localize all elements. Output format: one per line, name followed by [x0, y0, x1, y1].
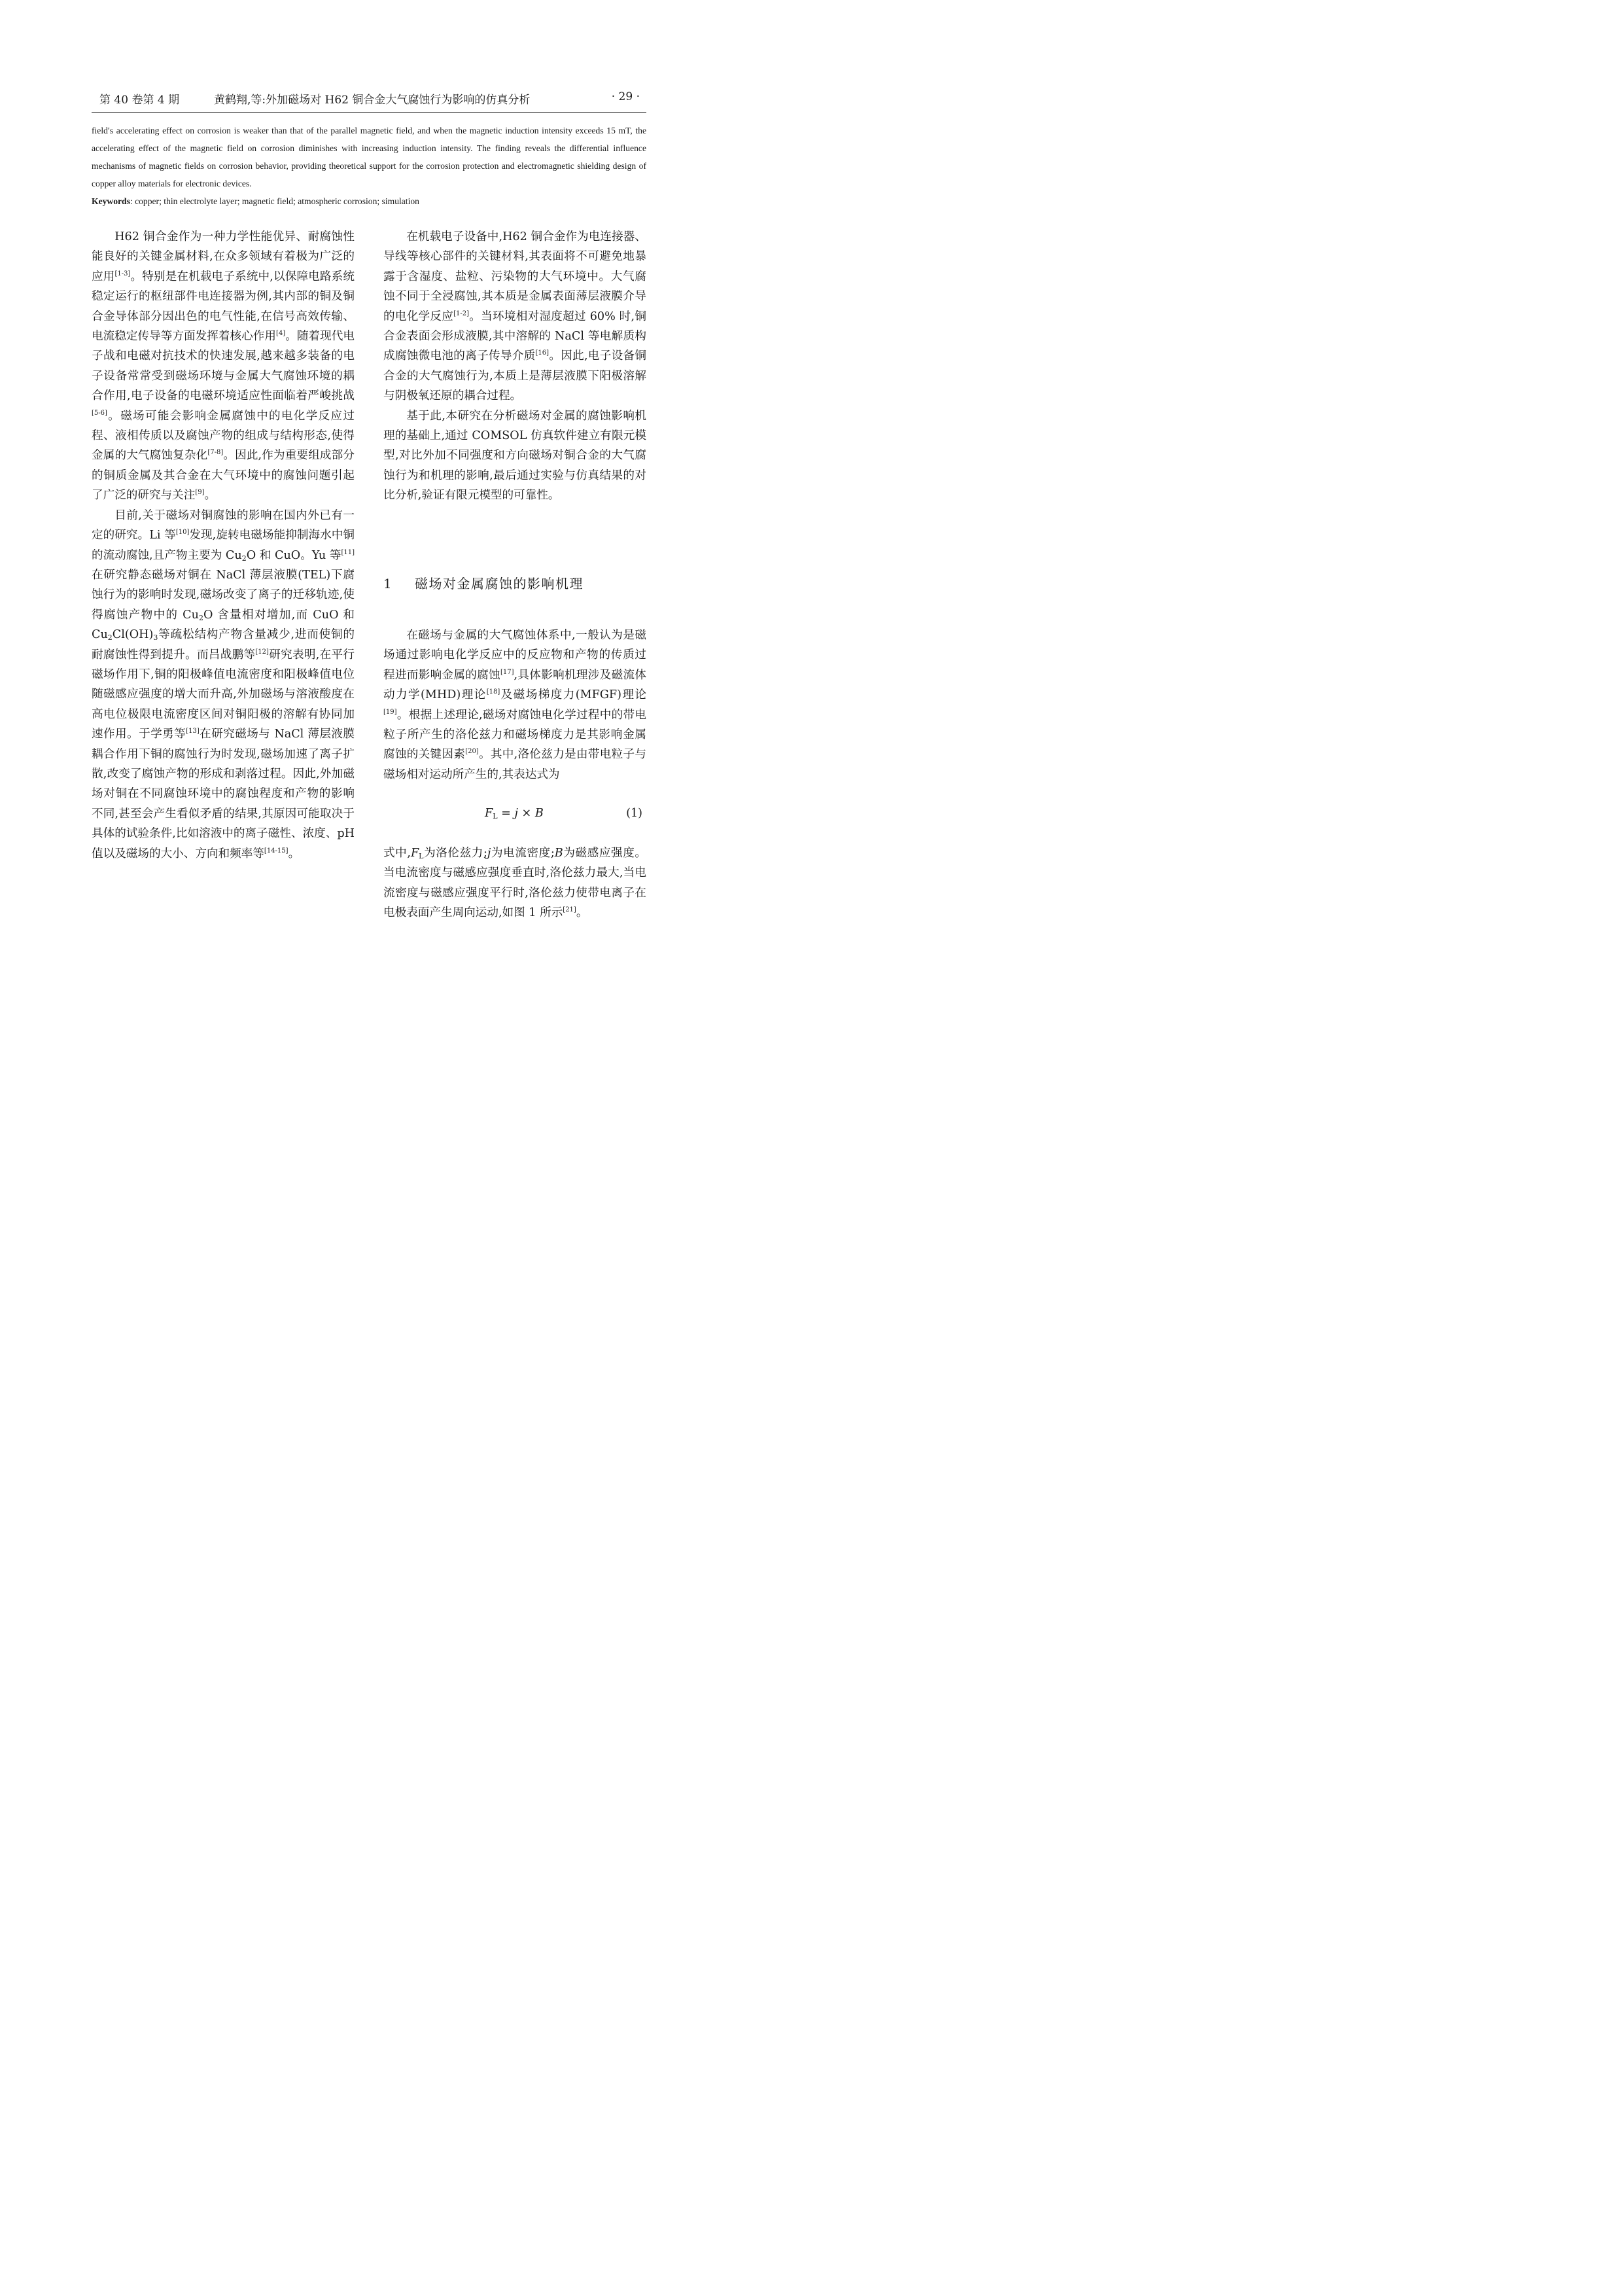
intro-paragraph-1: H62 铜合金作为一种力学性能优异、耐腐蚀性能良好的关键金属材料,在众多领域有着极为广泛的应用[1-3]。特别是在机载电子系统中,以保障电路系统稳定运行的枢纽部件电连接器为例,其内部的铜及铜合金导体部分因出色的电气性能,在信号高效传输、电流稳定传导等方面发挥着核心作用[4]。随着现代电子战和电磁对抗技术的快速发展,越来越多装备的电子设备常常受到磁场环境与金属大气腐蚀环境的耦合作用,电子设备的电磁环境适应性面临着严峻挑战[5-6]。磁场可能会影响金属腐蚀中的电化学反应过程、液相传质以及腐蚀产物的组成与结构形态,使得金属的大气腐蚀复杂化[7-8]。因此,作为重要组成部分的铜质金属及其合金在大气环境中的腐蚀问题引起了广泛的研究与关注[9]。	[92, 230, 355, 503]
citation: [19]	[383, 708, 397, 716]
equation-1	[383, 807, 646, 828]
abstract-block	[92, 122, 646, 210]
intro-paragraph-4: 基于此,本研究在分析磁场对金属的腐蚀影响机理的基础上,通过 COMSOL 仿真软件建立有限元模型,对比外加不同强度和方向磁场对铜合金的大气腐蚀行为和机理的影响,最后通过实验与仿真结果的对比分析,验证有限元模型的可靠性。	[383, 409, 646, 503]
intro-paragraph-2: 目前,关于磁场对铜腐蚀的影响在国内外已有一定的研究。Li 等[10]发现,旋转电磁场能抑制海水中铜的流动腐蚀,且产物主要为 $Cu_2O$ 和 CuO。Yu 等[11]在研究静态磁场对铜在 NaCl 薄层液膜(TEL)下腐蚀行为的影响时发现,磁场改变了离子的迁移轨迹,使得腐蚀产物中的 $Cu_2O$ 含量相对增加,而 CuO 和 $Cu_2Cl(OH)_3$等疏松结构产物含量减少,进而使铜的耐腐蚀性得到提升。而吕战鹏等[12]研究表明,在平行磁场作用下,铜的阳极峰值电流密度和阳极峰值电位随磁感应强度的增大而升高,外加磁场与溶液酸度在高电位极限电流密度区间对铜阳极的溶解有协同加速作用。于学勇等[13]在研究磁场与 NaCl 薄层液膜耦合作用下铜的腐蚀行为时发现,磁场加速了离子扩散,改变了腐蚀产物的形成和剥落过程。因此,外加磁场对铜在不同腐蚀环境中的腐蚀程度和产物的影响不同,甚至会产生看似矛盾的结果,其原因可能取决于具体的试验条件,比如溶液中的离子磁性、浓度、pH 值以及磁场的大小、方向和频率等[14-15]。	[92, 508, 355, 860]
citation: [11]	[341, 548, 355, 556]
citation: [20]	[465, 748, 479, 756]
citation: [16]	[535, 349, 550, 357]
citation: [18]	[486, 688, 500, 696]
equation-number: (1)	[626, 807, 642, 820]
citation: [1-2]	[453, 309, 470, 317]
abstract-tail: field′s accelerating effect on corrosion is weaker than that of the parallel magnetic field, and when the magnetic induction intensity exceeds 15 mT, the accelerating effect of the magnetic field on corrosion diminishes with increasing induction intensity. The finding reveals the differential influence mechanisms of magnetic fields on corrosion behavior, providing theoretical support for the corrosion protection and electromagnetic shielding design of copper alloy materials for electronic devices.	[92, 126, 646, 188]
citation: [9]	[195, 489, 205, 497]
citation: [5-6]	[92, 409, 107, 417]
running-title: 黄鹤翔,等:外加磁场对 H62 铜合金大气腐蚀行为影响的仿真分析	[214, 94, 531, 107]
section-heading	[383, 573, 646, 592]
keywords-text: : copper; thin electrolyte layer; magnetic field; atmospheric corrosion; simulation	[130, 196, 419, 206]
page-number: · 29 ·	[611, 90, 640, 103]
section-title: 磁场对金属腐蚀的影响机理	[415, 576, 584, 592]
citation: [13]	[186, 728, 200, 735]
citation: [10]	[175, 529, 190, 537]
right-column-top	[383, 227, 646, 506]
keywords	[92, 192, 646, 210]
journal-volume: 第 40 卷第 4 期	[99, 94, 180, 107]
citation: [17]	[500, 668, 514, 676]
header-rule	[92, 112, 646, 113]
section-1-paragraph: 在磁场与金属的大气腐蚀体系中,一般认为是磁场通过影响电化学反应中的反应物和产物的传质过程进而影响金属的腐蚀[17],具体影响机理涉及磁流体动力学(MHD)理论[18]及磁场梯度力(MFGF)理论[19]。根据上述理论,磁场对腐蚀电化学过程中的带电粒子所产生的洛伦兹力和磁场梯度力是其影响金属腐蚀的关键因素[20]。其中,洛伦兹力是由带电粒子与磁场相对运动所产生的,其表达式为	[383, 629, 646, 781]
citation: [12]	[255, 648, 269, 656]
section-number: 1	[383, 576, 393, 592]
keywords-label: Keywords	[92, 196, 130, 206]
citation: [14-15]	[264, 847, 288, 855]
running-header	[92, 90, 646, 110]
left-column	[92, 227, 355, 864]
equation-formula: $F_L = j \times B$	[485, 807, 544, 821]
citation: [1-3]	[114, 270, 131, 277]
equation-explanation: 式中$,F_L$为洛伦兹力;j为电流密度;B为磁感应强度。当电流密度与磁感应强度垂直时,洛伦兹力最大,当电流密度与磁感应强度平行时,洛伦兹力使带电离子在电极表面产生周向运动,如图 1 所示[21]。	[383, 847, 646, 920]
intro-paragraph-3: 在机载电子设备中,H62 铜合金作为电连接器、导线等核心部件的关键材料,其表面将不可避免地暴露于含湿度、盐粒、污染物的大气环境中。大气腐蚀不同于全浸腐蚀,其本质是金属表面薄层液膜介导的电化学反应[1-2]。当环境相对湿度超过 60% 时,铜合金表面会形成液膜,其中溶解的 NaCl 等电解质构成腐蚀微电池的离子传导介质[16]。因此,电子设备铜合金的大气腐蚀行为,本质上是薄层液膜下阳极溶解与阴极氧还原的耦合过程。	[383, 230, 646, 403]
citation: [4]	[276, 330, 286, 338]
citation: [7-8]	[207, 449, 224, 457]
citation: [21]	[563, 906, 576, 914]
